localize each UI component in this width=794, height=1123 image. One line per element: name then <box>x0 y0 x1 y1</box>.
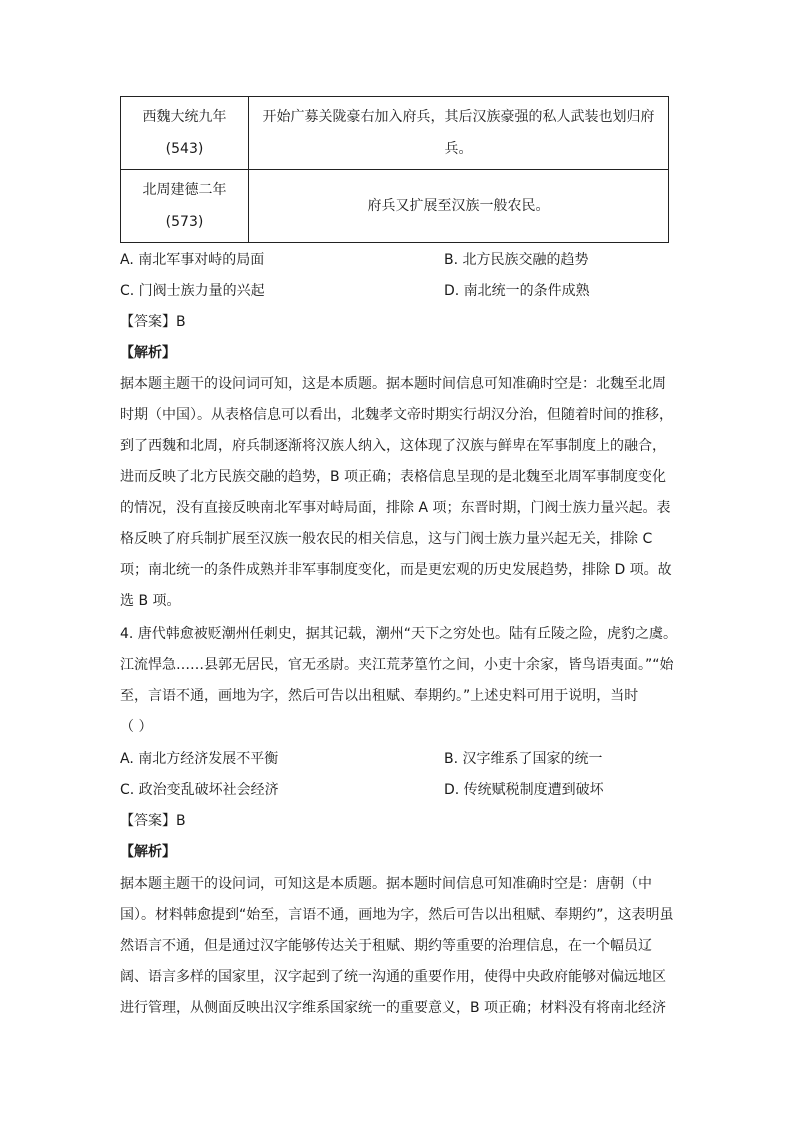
q4-analysis-line: 据本题主题干的设问词，可知这是本质题。据本题时间信息可知准确时空是：唐朝（中 <box>120 876 652 892</box>
q3-analysis-line: 的情况，没有直接反映南北军事对峙局面，排除 A 项；东晋时期，门阀士族力量兴起。表 <box>120 500 671 516</box>
q4-option-c: C. 政治变乱破坏社会经济 <box>120 782 279 798</box>
period-year: (573) <box>165 214 204 230</box>
military-system-table <box>120 96 669 243</box>
q4-analysis-line: 然语言不通，但是通过汉字能够传达关于租赋、期约等重要的治理信息，在一个幅员辽 <box>120 938 652 954</box>
q4-answer: 【答案】B <box>120 813 186 829</box>
q3-option-a: A. 南北军事对峙的局面 <box>120 252 265 268</box>
period-cell <box>121 97 249 170</box>
q4-stem-line: 至，言语不通，画地为字，然后可告以出租赋、奉期约。”上述史料可用于说明，当时 <box>120 688 639 704</box>
content-line: 府兵又扩展至汉族一般农民。 <box>367 198 550 214</box>
content-line: 兵。 <box>444 141 473 157</box>
q3-analysis-line: 项；南北统一的条件成熟并非军事制度变化，而是更宏观的历史发展趋势，排除 D 项。故 <box>120 562 672 578</box>
period-name: 北周建德二年 <box>142 182 227 198</box>
q3-analysis-line: 到了西魏和北周，府兵制逐渐将汉族人纳入，这体现了汉族与鲜卑在军事制度上的融合， <box>120 438 666 454</box>
q4-stem-line: 4. 唐代韩愈被贬潮州任刺史，据其记载，潮州“天下之穷处也。陆有丘陵之险，虎豹之虞。 <box>120 626 678 642</box>
content-cell <box>249 170 669 243</box>
q4-analysis-line: 国）。材料韩愈提到“始至，言语不通，画地为字，然后可告以出租赋、奉期约”，这表明虽 <box>120 907 674 923</box>
content-line: 开始广募关陇豪右加入府兵，其后汉族豪强的私人武装也划归府 <box>262 109 655 125</box>
period-year: (543) <box>165 141 204 157</box>
q4-option-b: B. 汉字维系了国家的统一 <box>444 751 603 767</box>
q4-stem-blank: （ ） <box>120 719 153 735</box>
q3-option-c: C. 门阀士族力量的兴起 <box>120 283 265 299</box>
q3-analysis-line: 时期（中国）。从表格信息可以看出，北魏孝文帝时期实行胡汉分治，但随着时间的推移， <box>120 407 673 423</box>
q3-analysis-line: 选 B 项。 <box>120 593 181 609</box>
q3-option-d: D. 南北统一的条件成熟 <box>444 283 590 299</box>
q3-answer: 【答案】B <box>120 314 186 330</box>
period-name: 西魏大统九年 <box>142 109 227 125</box>
table-row <box>121 170 669 243</box>
q3-analysis-line: 格反映了府兵制扩展至汉族一般农民的相关信息，这与门阀士族力量兴起无关，排除 C <box>120 531 653 547</box>
period-cell <box>121 170 249 243</box>
content-cell <box>249 97 669 170</box>
q4-option-d: D. 传统赋税制度遭到破坏 <box>444 782 604 798</box>
q4-option-a: A. 南北方经济发展不平衡 <box>120 751 279 767</box>
q4-analysis-label: 【解析】 <box>120 844 176 860</box>
q3-option-b: B. 北方民族交融的趋势 <box>444 252 589 268</box>
q3-analysis-line: 进而反映了北方民族交融的趋势，B 项正确；表格信息呈现的是北魏至北周军事制度变化 <box>120 469 667 485</box>
q4-analysis-line: 阔、语言多样的国家里，汉字起到了统一沟通的重要作用，使得中央政府能够对偏远地区 <box>120 969 666 985</box>
q4-stem-line: 江流悍急……县郭无居民，官无丞尉。夹江荒茅篁竹之间，小吏十余家，皆鸟语夷面。”“始 <box>120 657 674 673</box>
q3-analysis-line: 据本题主题干的设问词可知，这是本质题。据本题时间信息可知准确时空是：北魏至北周 <box>120 376 666 392</box>
q4-analysis-line: 进行管理，从侧面反映出汉字维系国家统一的重要意义，B 项正确；材料没有将南北经济 <box>120 1000 667 1016</box>
q3-analysis-label: 【解析】 <box>120 345 176 361</box>
table-row <box>121 97 669 170</box>
